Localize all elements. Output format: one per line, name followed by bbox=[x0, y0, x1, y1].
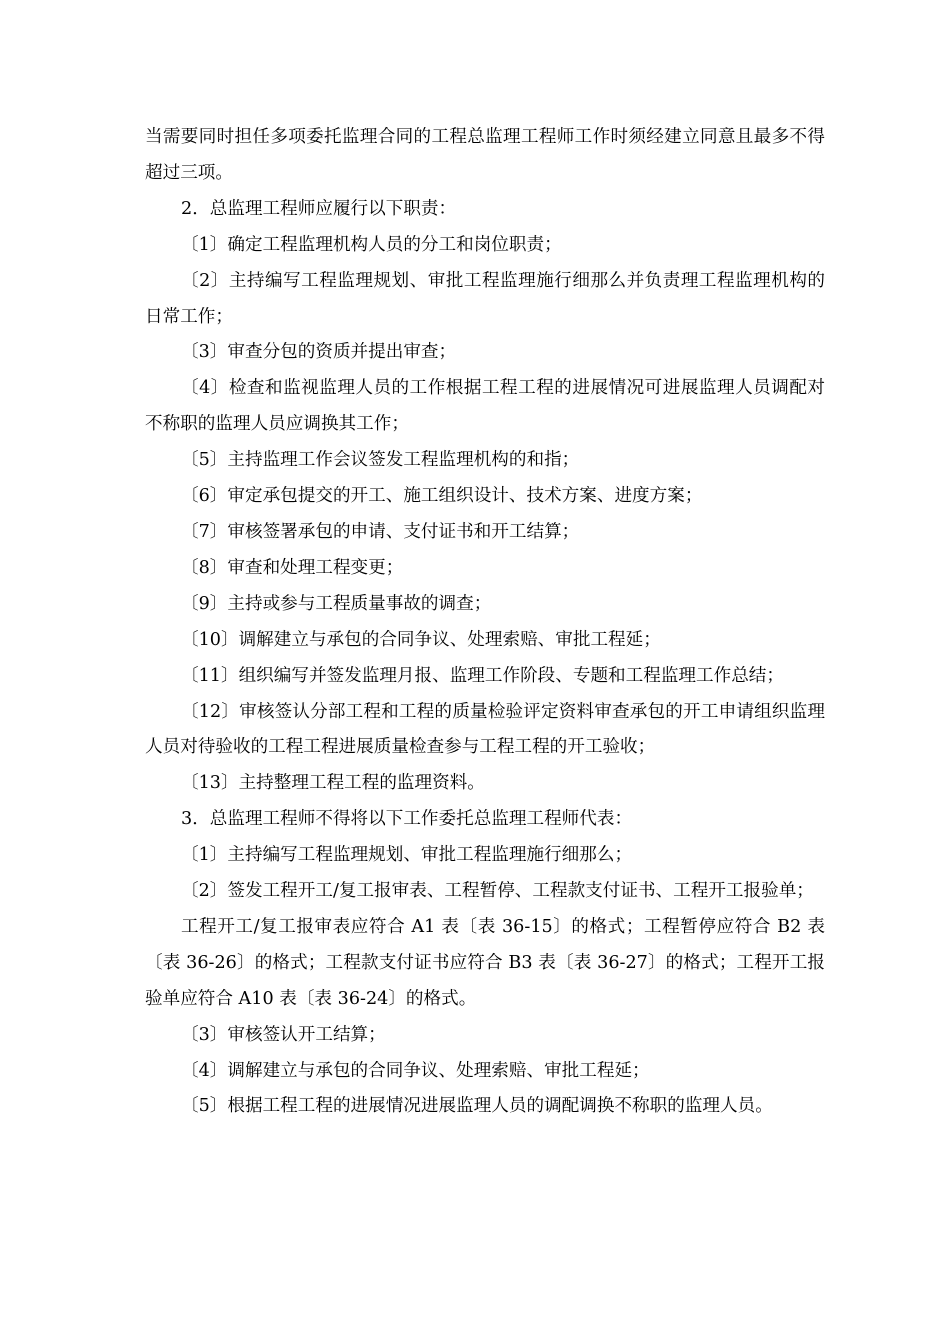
list-item: 〔12〕审核签认分部工程和工程的质量检验评定资料审查承包的开工申请组织监理人员对待验收的工程工程进展质量检查参与工程工程的开工验收； bbox=[145, 701, 825, 758]
list-item: 〔3〕审核签认开工结算； bbox=[181, 1024, 386, 1045]
list-item: 〔6〕审定承包提交的开工、施工组织设计、技术方案、进度方案； bbox=[181, 486, 703, 507]
list-item: 〔11〕组织编写并签发监理月报、监理工作阶段、专题和工程监理工作总结； bbox=[181, 665, 784, 686]
list-item: 〔8〕审查和处理工程变更； bbox=[181, 557, 404, 578]
list-item: 〔5〕根据工程工程的进展情况进展监理人员的调配调换不称职的监理人员。 bbox=[181, 1096, 773, 1117]
list-item: 〔2〕主持编写工程监理规划、审批工程监理施行细那么并负责理工程监理机构的日常工作； bbox=[145, 270, 825, 327]
list-item: 〔10〕调解建立与承包的合同争议、处理索赔、审批工程延； bbox=[181, 629, 661, 650]
list-item: 〔2〕签发工程开工/复工报审表、工程暂停、工程款支付证书、工程开工报验单； bbox=[181, 881, 814, 902]
paragraph-continuation: 当需要同时担任多项委托监理合同的工程总监理工程师工作时须经建立同意且最多不得超过三项。 bbox=[145, 127, 825, 183]
list-item: 〔1〕主持编写工程监理规划、审批工程监理施行细那么； bbox=[181, 845, 633, 866]
list-item: 〔7〕审核签署承包的申请、支付证书和开工结算； bbox=[181, 521, 580, 542]
list-item: 〔13〕主持整理工程工程的监理资料。 bbox=[181, 773, 485, 794]
list-item: 〔9〕主持或参与工程质量事故的调查； bbox=[181, 593, 492, 614]
list-item: 〔4〕检查和监视监理人员的工作根据工程工程的进展情况可进展监理人员调配对不称职的监理人员应调换其工作； bbox=[145, 378, 825, 435]
list-item: 〔5〕主持监理工作会议签发工程监理机构的和指； bbox=[181, 450, 580, 471]
document-body bbox=[145, 120, 825, 1125]
list-item: 〔3〕审查分包的资质并提出审查； bbox=[181, 342, 457, 363]
format-note-paragraph: 工程开工/复工报审表应符合 A1 表〔表 36-15〕的格式；工程暂停应符合 B2 表〔表 36-26〕的格式；工程款支付证书应符合 B3 表〔表 36-27〕的格式；工程开工报验单应符合 A10 表〔表 36-24〕的格式。 bbox=[145, 916, 825, 1009]
section-heading-2: 2．总监理工程师应履行以下职责： bbox=[181, 198, 457, 219]
section-heading-3: 3．总监理工程师不得将以下工作委托总监理工程师代表： bbox=[181, 809, 633, 830]
list-item: 〔1〕确定工程监理机构人员的分工和岗位职责； bbox=[181, 234, 562, 255]
list-item: 〔4〕调解建立与承包的合同争议、处理索赔、审批工程延； bbox=[181, 1060, 650, 1081]
